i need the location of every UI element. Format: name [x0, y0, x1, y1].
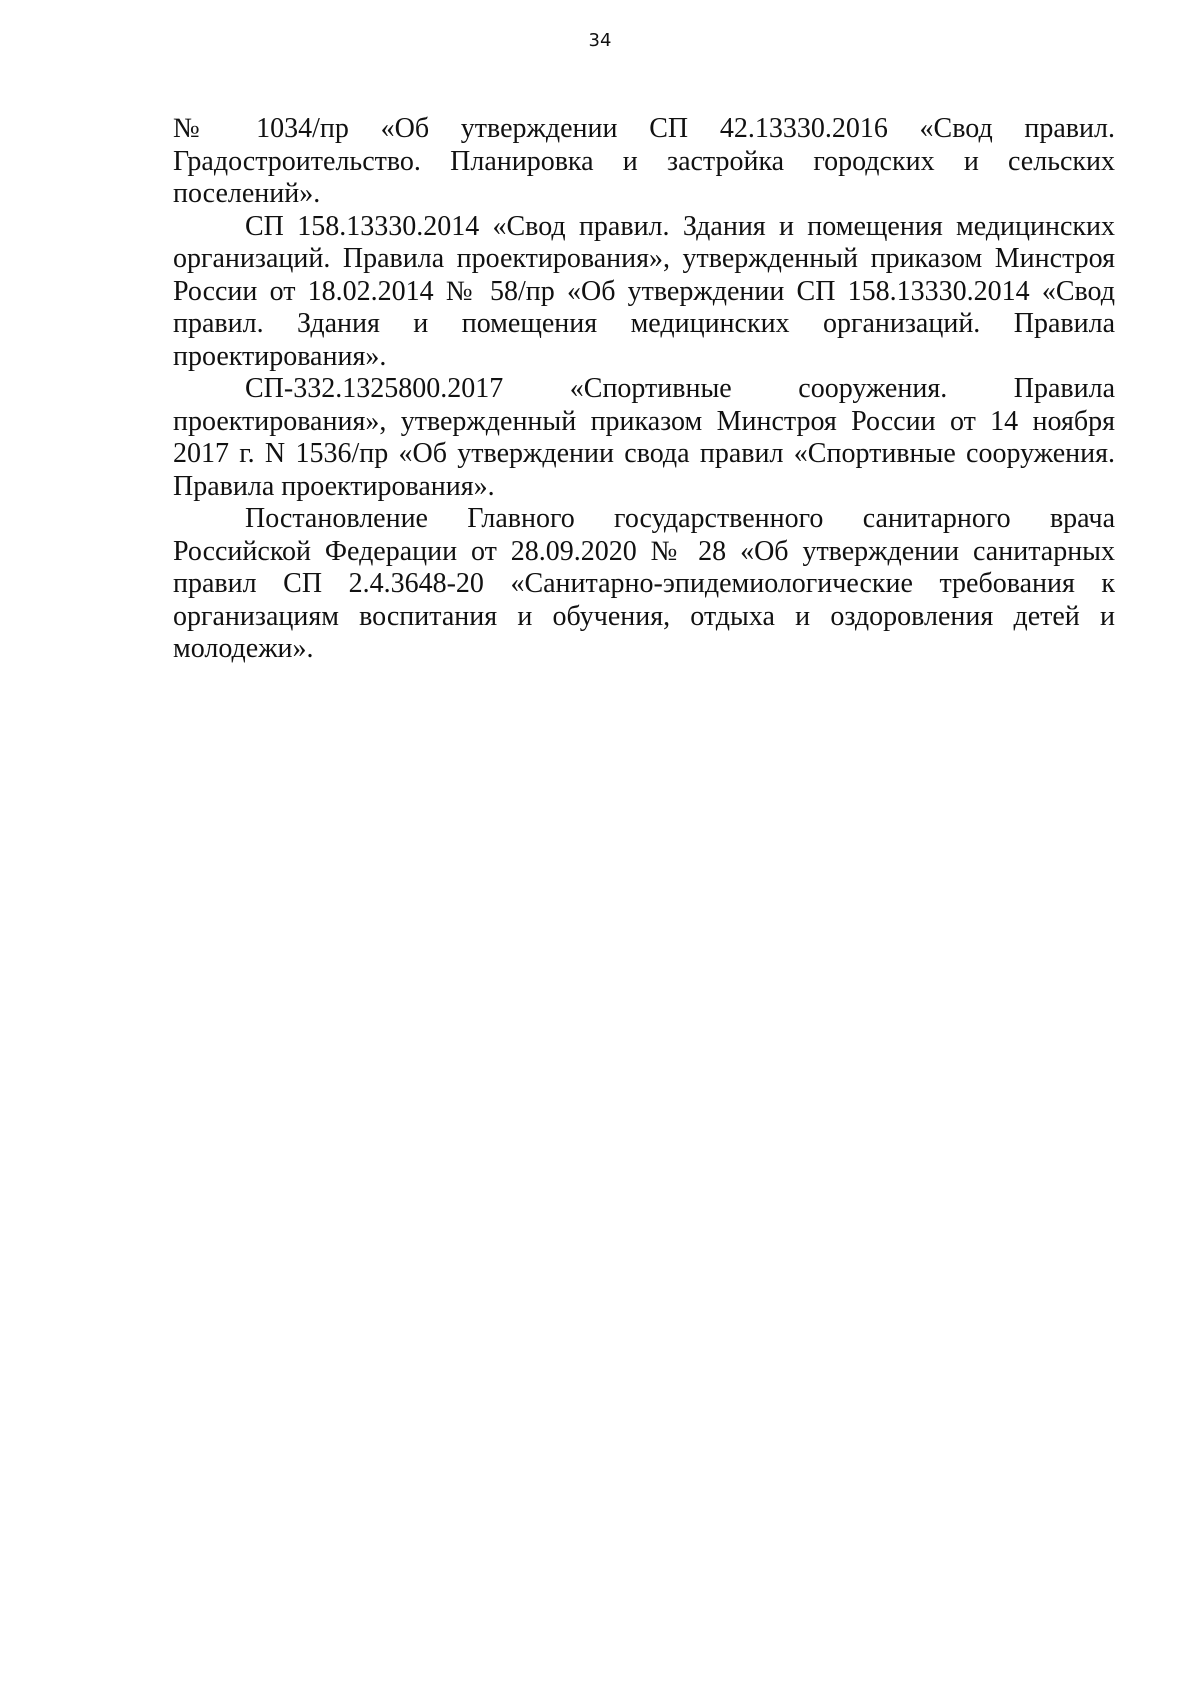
paragraph-sanpin: Постановление Главного государственного санитарного врача Российской Федерации от 28.09.2020 № 28 «Об утверждении санитарных правил СП 2.4.3648-20 «Санитарно-эпидемиологические требования к организациям воспитания и обучения, отдыха и оздоровления детей и молодежи». [173, 503, 1115, 664]
paragraph-sp-158: СП 158.13330.2014 «Свод правил. Здания и помещения медицинских организаций. Правила проектирования», утвержденный приказом Минстроя России от 18.02.2014 № 58/пр «Об утверждении СП 158.13330.2014 «Свод правил. Здания и помещения медицинских организаций. Правила проектирования». [173, 210, 1115, 372]
document-body [173, 113, 1115, 666]
paragraph-sp-332: СП-332.1325800.2017 «Спортивные сооружения. Правила проектирования», утвержденный приказом Минстроя России от 14 ноября 2017 г. N 1536/пр «Об утверждении свода правил «Спортивные сооружения. Правила проектирования». [173, 373, 1115, 502]
paragraph-continuation: № 1034/пр «Об утверждении СП 42.13330.2016 «Свод правил. Градостроительство. Планировка и застройка городских и сельских поселений». [173, 113, 1115, 209]
page-number: 34 [588, 30, 612, 51]
